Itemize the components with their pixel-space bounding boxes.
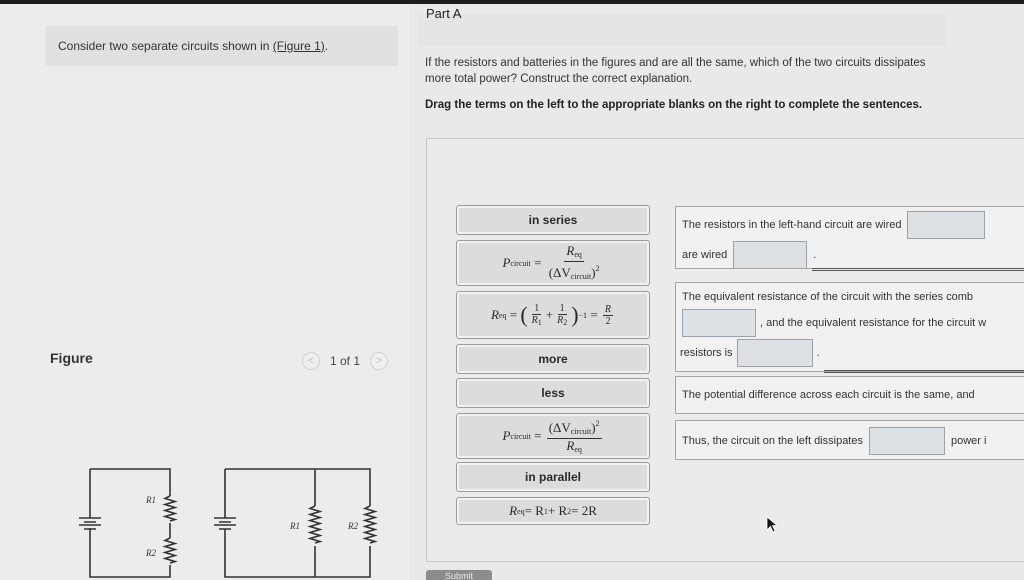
sentence-divider (812, 268, 1024, 271)
sentence-3 (675, 376, 1024, 414)
circuit-label-r2-left: R2 (146, 548, 156, 558)
term-power-req-over-v2[interactable]: P circuit = $\frac{R_{eq}}{(\Delta V_{circuit})^2}$ (456, 240, 650, 286)
submit-button[interactable]: Submit (426, 570, 492, 580)
prev-figure-button[interactable]: < (302, 352, 320, 370)
sentence-2 (675, 282, 1024, 372)
figure-pager (302, 352, 388, 370)
term-in-parallel-label: in parallel (524, 470, 582, 484)
sentence-2-text-b: , and the equivalent resistance for the circuit w (760, 317, 987, 329)
sentence-1-text-a: The resistors in the left-hand circuit are wired (682, 219, 902, 231)
term-power-v2-over-req[interactable]: P circuit = $\frac{(\Delta V_{circuit})^2}{R_{eq}}$ (456, 413, 650, 459)
header-band (418, 14, 946, 46)
sentence-4 (675, 420, 1024, 460)
term-req-parallel-formula[interactable]: R eq = ( $\frac{1}{R_1}$ + $\frac{1}{R_2}$ ) −1 = $\frac{R}{2}$ (456, 291, 650, 339)
intro-end: . (324, 39, 329, 53)
mouse-cursor-icon (766, 516, 778, 534)
term-in-series[interactable] (456, 205, 650, 235)
term-more-label: more (538, 352, 568, 366)
circuit-label-r1-left: R1 (146, 495, 156, 505)
left-panel (0, 4, 410, 580)
sentence-4-end: power i (950, 435, 987, 447)
circuit-label-r1-right: R1 (290, 521, 300, 531)
instruction-text: Drag the terms on the left to the appropriate blanks on the right to complete the sentences. (425, 99, 923, 111)
sentence-1 (675, 206, 1024, 269)
figure-label: Figure (50, 350, 93, 366)
term-req-series-formula[interactable]: R eq = R 1 + R 2 = 2R (456, 497, 650, 525)
circuit-label-r2-right: R2 (348, 521, 358, 531)
sentence-divider (824, 370, 1024, 373)
drop-blank-2[interactable] (733, 241, 807, 269)
circuit-figure (70, 466, 400, 580)
next-figure-button[interactable]: > (370, 352, 388, 370)
drop-blank-1[interactable] (907, 211, 985, 239)
sentence-2-text-a: The equivalent resistance of the circuit with the series comb (682, 291, 974, 303)
intro-box (46, 26, 398, 66)
sentence-1-text-b: are wired (682, 249, 728, 261)
sentence-2-end: . (816, 347, 820, 359)
sentence-4-text: Thus, the circuit on the left dissipates (682, 435, 863, 447)
sentence-3-text: The potential difference across each circuit is the same, and (682, 389, 975, 401)
intro-text: Consider two separate circuits shown in (58, 39, 273, 53)
pager-text: 1 of 1 (330, 354, 361, 368)
part-label: Part A (426, 6, 462, 21)
figure-link[interactable]: (Figure 1) (272, 39, 325, 53)
drop-blank-3[interactable] (682, 309, 756, 337)
term-in-parallel[interactable] (456, 462, 650, 492)
drop-blank-5[interactable] (869, 427, 945, 455)
term-less-label: less (541, 386, 565, 400)
sentence-2-text-c: resistors is (680, 347, 733, 359)
term-in-series-label: in series (528, 213, 578, 227)
term-more[interactable] (456, 344, 650, 374)
sentence-1-end: . (813, 249, 817, 261)
term-less[interactable] (456, 378, 650, 408)
drop-blank-4[interactable] (737, 339, 813, 367)
question-text: If the resistors and batteries in the figures and are all the same, which of the two circuits dissipates more total power? Construct the correct explanation. (425, 57, 926, 85)
